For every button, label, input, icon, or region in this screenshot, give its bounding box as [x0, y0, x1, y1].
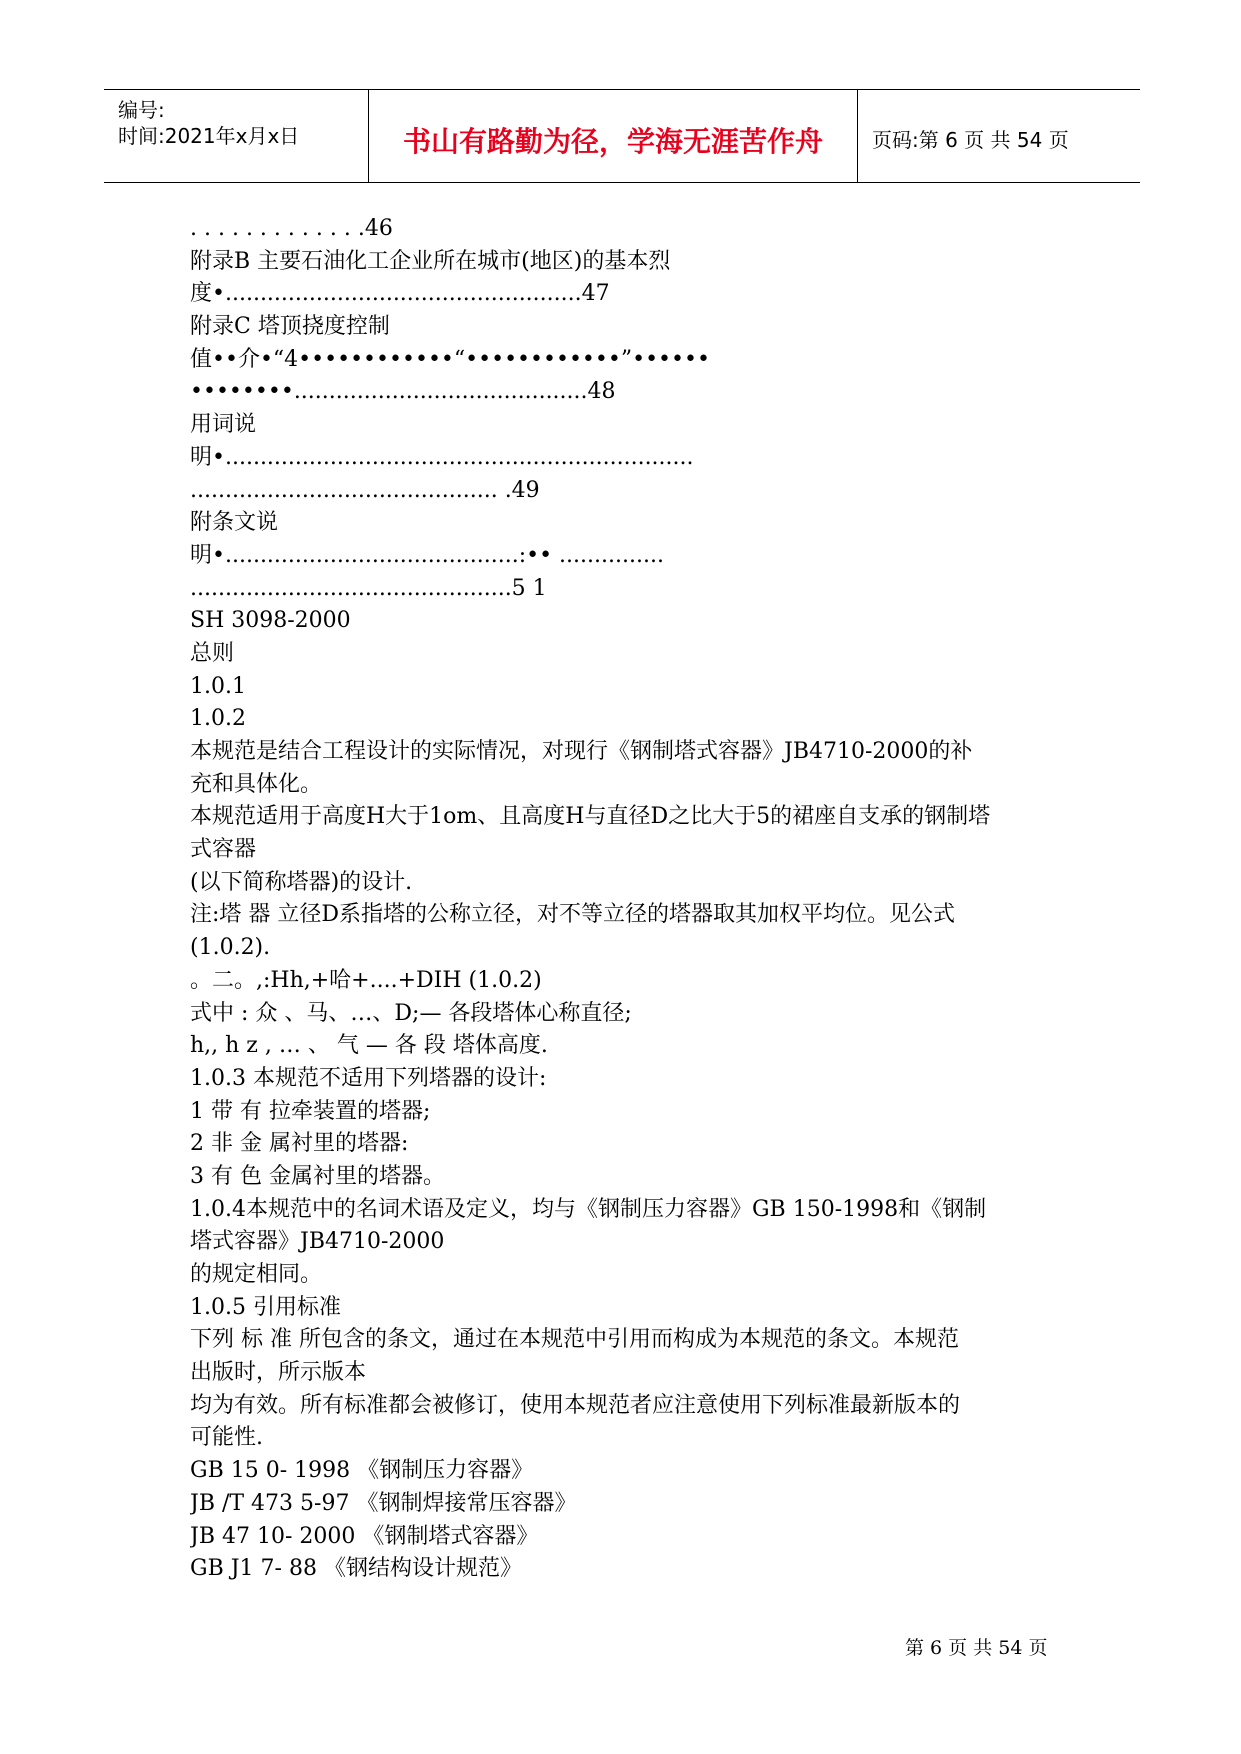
text-line: h,, h z , … 、 气 — 各 段 塔体高度. — [190, 1033, 548, 1059]
page-header — [104, 89, 1140, 183]
text-line: 附录C 塔顶挠度控制 — [190, 314, 390, 340]
text-line: 塔式容器》JB4710-2000 — [190, 1229, 445, 1255]
text-line: 明•................................................................... — [190, 444, 694, 470]
text-line: (以下简称塔器)的设计. — [190, 869, 413, 895]
header-motto-cell — [368, 90, 858, 182]
text-line: 均为有效。所有标准都会被修订，使用本规范者应注意使用下列标准最新版本的 — [190, 1392, 961, 1418]
text-line: 用词说 — [190, 412, 257, 438]
text-line: JB 47 10- 2000 《钢制塔式容器》 — [190, 1523, 539, 1549]
text-line: GB J1 7- 88 《钢结构设计规范》 — [190, 1556, 522, 1582]
text-line: 明•..........................................:•• ............... — [190, 542, 664, 568]
text-line: 1.0.1 — [190, 673, 246, 699]
text-line: SH 3098-2000 — [190, 608, 351, 634]
number-label: 编号: — [118, 98, 165, 122]
text-line: 可能性. — [190, 1425, 263, 1451]
text-line: 充和具体化。 — [190, 771, 323, 797]
text-line: 1.0.3 本规范不适用下列塔器的设计: — [190, 1065, 547, 1091]
text-line: 3 有 色 金属衬里的塔器。 — [190, 1163, 445, 1189]
text-line: 附录B 主要石油化工企业所在城市(地区)的基本烈 — [190, 248, 671, 274]
text-line: . . . . . . . . . . . . .46 — [190, 216, 393, 241]
text-line: 注:塔 器 立径D系指塔的公称立径，对不等立径的塔器取其加权平均位。见公式 — [190, 902, 956, 928]
text-line: 1.0.2 — [190, 706, 246, 732]
text-line: GB 15 0- 1998 《钢制压力容器》 — [190, 1458, 534, 1484]
text-line: 。二。,:Hh,+哈+....+DIH (1.0.2) — [190, 967, 542, 993]
text-line: JB /T 473 5-97 《钢制焊接常压容器》 — [190, 1490, 577, 1516]
text-line: 附条文说 — [190, 510, 279, 536]
text-line: 出版时，所示版本 — [190, 1360, 367, 1386]
text-line: 式容器 — [190, 837, 257, 863]
text-line: 值••介•“4••••••••••••“••••••••••••”•••••• — [190, 346, 710, 372]
text-line: 1 带 有 拉牵装置的塔器; — [190, 1098, 431, 1124]
text-line: 1.0.5 引用标准 — [190, 1294, 341, 1320]
text-line: ••••••••..........................................48 — [190, 379, 616, 405]
header-page-cell — [858, 90, 1140, 182]
text-line: 本规范适用于高度H大于1om、且高度H与直径D之比大于5的裙座自支承的钢制塔 — [190, 804, 991, 830]
text-line: 总则 — [190, 640, 235, 666]
document-body — [190, 213, 1070, 1586]
page-code: 页码:第 6 页 共 54 页 — [872, 128, 1069, 152]
motto-text: 书山有路勤为径，学海无涯苦作舟 — [402, 125, 823, 158]
text-line: 2 非 金 属衬里的塔器: — [190, 1131, 409, 1157]
text-line: ............................................ .49 — [190, 477, 540, 503]
text-line: 本规范是结合工程设计的实际情况，对现行《钢制塔式容器》JB4710-2000的补 — [190, 739, 973, 764]
time-label: 时间:2021年x月x日 — [118, 124, 300, 148]
text-line: 下列 标 准 所包含的条文，通过在本规范中引用而构成为本规范的条文。本规范 — [190, 1327, 959, 1353]
text-line: (1.0.2). — [190, 935, 271, 961]
text-line: 的规定相同。 — [190, 1262, 323, 1287]
page-footer: 第 6 页 共 54 页 — [905, 1637, 1048, 1659]
header-info-cell — [104, 90, 368, 182]
text-line: 1.0.4本规范中的名词术语及定义，均与《钢制压力容器》GB 150-1998和《钢制 — [190, 1196, 987, 1222]
text-line: 式中 : 众 、马、…、D;— 各段塔体心称直径; — [190, 1000, 632, 1026]
text-line: ..............................................5 1 — [190, 575, 547, 601]
text-line: 度•...................................................47 — [190, 281, 610, 307]
